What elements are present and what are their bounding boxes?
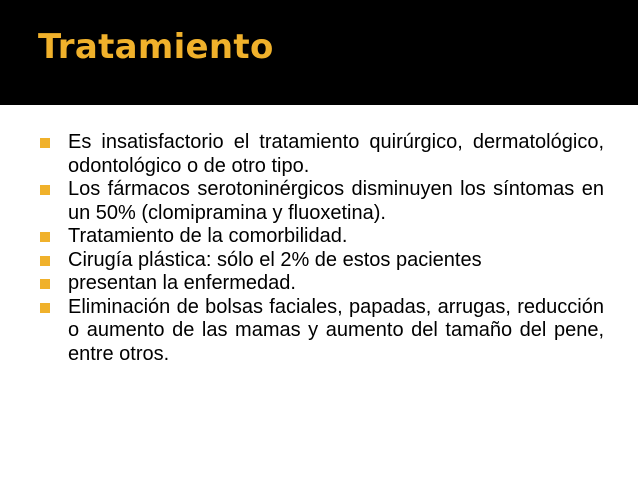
bullet-text: Los fármacos serotoninérgicos disminuyen los síntomas en un 50% (clomipramina y fluoxetina). xyxy=(68,178,604,224)
square-bullet-icon xyxy=(40,279,50,289)
bullet-text: Eliminación de bolsas faciales, papadas, arrugas, reducción o aumento de las mamas y aumento del tamaño del pene, entre otros. xyxy=(68,295,604,365)
square-bullet-icon xyxy=(40,303,50,313)
bullet-item xyxy=(38,296,604,367)
bullet-item xyxy=(38,249,604,273)
bullet-text: Cirugía plástica: sólo el 2% de estos pacientes xyxy=(68,248,482,271)
bullet-list xyxy=(38,131,604,366)
bullet-text: Es insatisfactorio el tratamiento quirúrgico, dermatológico, odontológico o de otro tipo. xyxy=(68,131,604,177)
square-bullet-icon xyxy=(40,256,50,266)
bullet-item xyxy=(38,178,604,225)
bullet-item xyxy=(38,225,604,249)
square-bullet-icon xyxy=(40,138,50,148)
square-bullet-icon xyxy=(40,185,50,195)
bullet-text: Tratamiento de la comorbilidad. xyxy=(68,225,348,247)
bullet-item xyxy=(38,131,604,178)
title-bar xyxy=(0,0,638,105)
slide-title: Tratamiento xyxy=(38,27,274,67)
square-bullet-icon xyxy=(40,232,50,242)
bullet-text: presentan la enfermedad. xyxy=(68,272,296,294)
bullet-item xyxy=(38,272,604,296)
